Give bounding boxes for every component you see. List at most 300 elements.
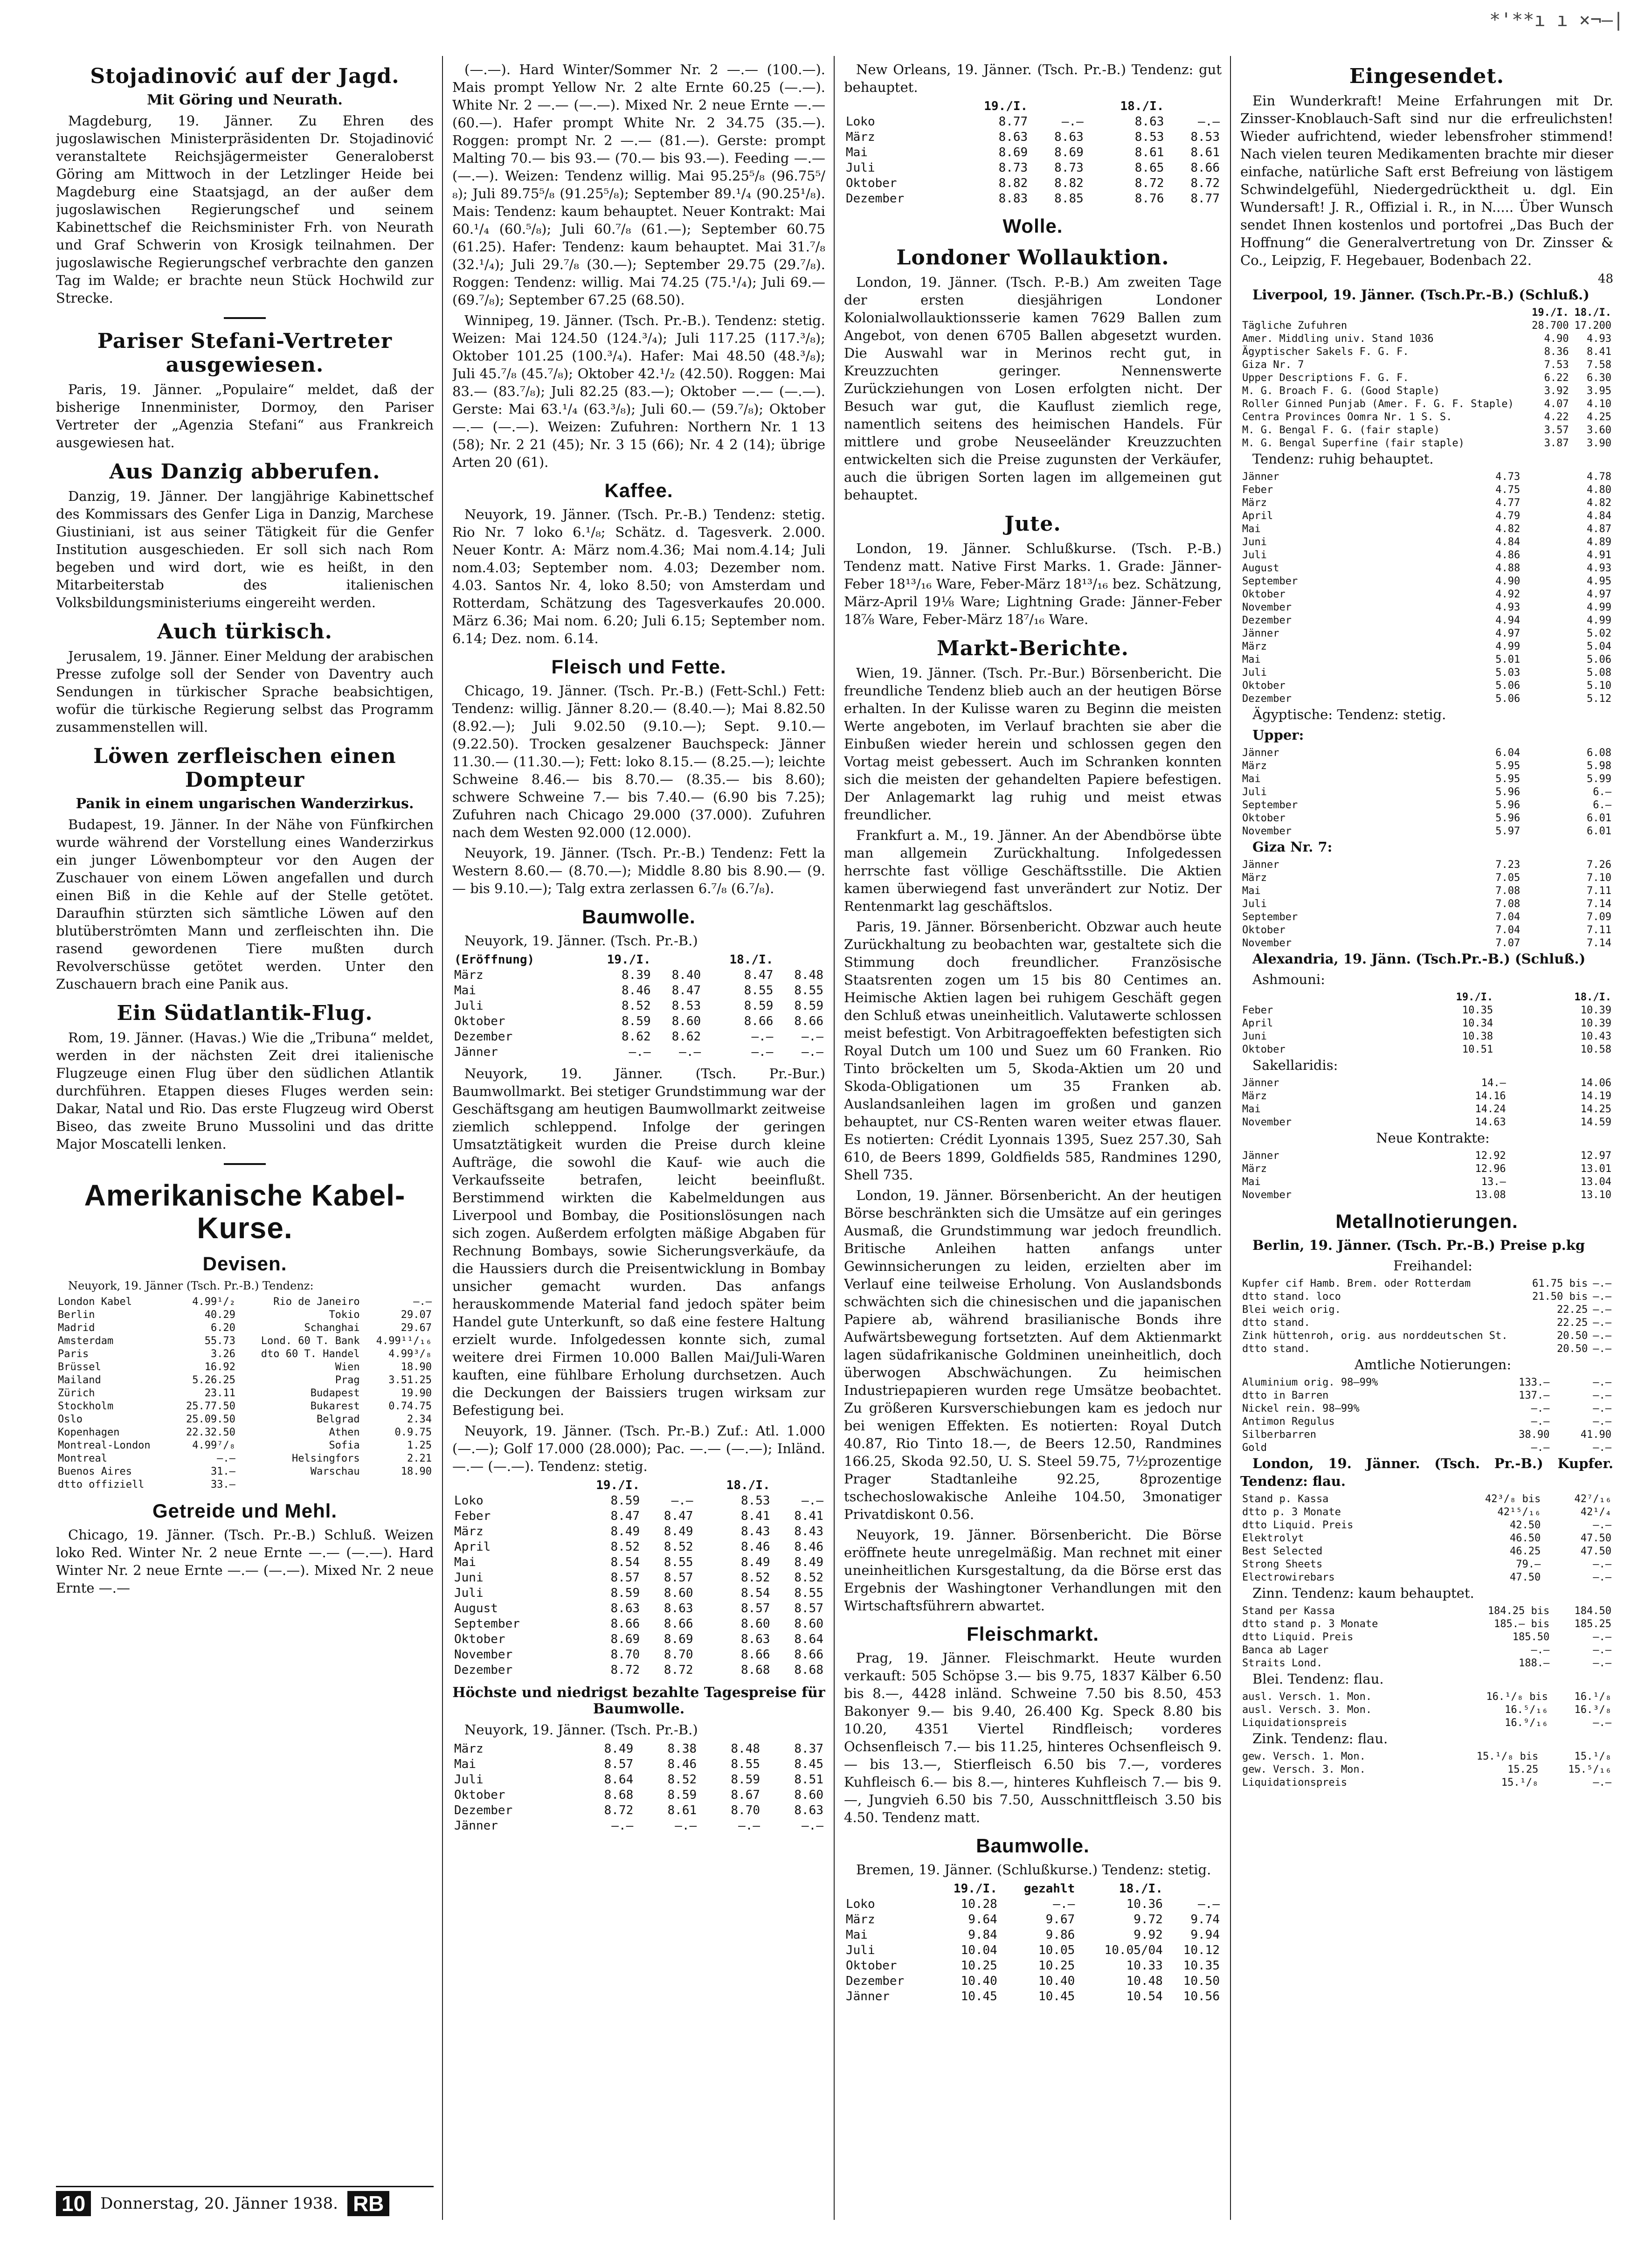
table-cell: 8.70 [610, 1648, 640, 1662]
table-cell: 4.79 [1495, 510, 1521, 522]
table-cell: Prag [335, 1374, 360, 1386]
metal-table [1240, 1605, 1613, 1670]
column-3 [844, 56, 1222, 2220]
table-cell: dtto stand. [1242, 1317, 1310, 1329]
liverpool-table [1240, 859, 1613, 950]
table-cell: —.— [1531, 1442, 1550, 1454]
table-cell: 25.77.50 [186, 1400, 235, 1412]
table-cell: 5.04 [1587, 641, 1611, 652]
table-cell: 5.03 [1495, 667, 1521, 679]
table-cell: 12.92 [1475, 1150, 1506, 1162]
table-cell: —.— [1593, 1717, 1611, 1729]
table-cell: 16.⁵/₁₆ [1505, 1704, 1548, 1716]
table-row [56, 1387, 434, 1400]
table-cell: Mai [1242, 654, 1261, 666]
article-body: Rom, 19. Jänner. (Havas.) Wie die „Tribuna“ meldet, werden in der nächsten Zeit drei italienische Flugzeuge einen Flug über den südlichen Atlantik durchführen. Etappen dieses Fluges werden sein: Dakar, Natal und Rio. Das erste Flugzeug wird Oberst Biseo, das zweite Bruno Mussolini und das dritte Major Moscatelli lenken. [56, 1030, 434, 1152]
table-row [1240, 1750, 1613, 1763]
table-row [844, 1958, 1222, 1974]
table-cell: —.— [1593, 1559, 1611, 1570]
table-cell: —.— [1593, 1377, 1611, 1388]
table-cell: April [1242, 1018, 1273, 1029]
table-cell [1240, 306, 1528, 319]
table-cell: Roller Ginned Punjab (Amer. F. G. F. Staple) [1242, 398, 1514, 410]
table-cell: 9.86 [1045, 1928, 1075, 1942]
table-cell: 10.43 [1580, 1031, 1611, 1042]
table-cell: 10.40 [961, 1974, 997, 1988]
table-cell: 10.25 [961, 1959, 997, 1973]
table-row [1240, 346, 1613, 359]
table-cell: —.— [1593, 1572, 1611, 1583]
table-row [1240, 1691, 1613, 1704]
table-cell: 4.25 [1587, 411, 1611, 423]
table-row [1240, 1103, 1613, 1116]
table-cell: März [1242, 1090, 1267, 1102]
table-cell: November [1242, 1189, 1292, 1201]
table-cell: Loko [846, 1897, 875, 1911]
table-cell: 8.72 [664, 1663, 693, 1677]
table-cell: Mai [846, 1928, 868, 1942]
table-cell: 8.59 [731, 1773, 760, 1787]
table-cell: 4.77 [1495, 497, 1521, 509]
table-cell: 8.68 [604, 1788, 634, 1802]
table-row [1240, 1763, 1613, 1776]
table-row [1240, 653, 1613, 666]
table-cell: 4.94 [1495, 615, 1521, 626]
table-row [56, 1348, 434, 1361]
table-cell: 8.59 [794, 999, 823, 1013]
table-cell: 4.07 [1544, 398, 1569, 410]
alexandria-table [1240, 1150, 1613, 1202]
table-cell: November [454, 1648, 513, 1662]
table-row [1240, 1428, 1613, 1442]
table-cell: 4.93 [1495, 602, 1521, 613]
table-cell: dtto Liquid. Preis [1242, 1631, 1354, 1643]
table-cell: Ägyptischer Sakels F. G. F. [1242, 346, 1409, 358]
table-cell: 8.72 [1134, 176, 1164, 190]
table-cell: 9.67 [1045, 1913, 1075, 1927]
table-cell: 7.04 [1495, 924, 1521, 936]
table-cell: 4.90 [1544, 333, 1569, 345]
table-row [1240, 1189, 1613, 1202]
table-cell: 42⁷/₁₆ [1574, 1493, 1611, 1505]
table-cell: 9.92 [1134, 1928, 1163, 1942]
table-cell: Loko [454, 1494, 484, 1508]
table-cell: 10.45 [961, 1990, 997, 2003]
table-cell: 22.25 [1556, 1304, 1588, 1316]
liverpool-table [1240, 471, 1613, 706]
table-cell: Stockholm [58, 1400, 114, 1412]
table-cell: 4.78 [1587, 471, 1611, 483]
table-cell: 4.99¹/₂ [192, 1296, 235, 1308]
table-cell: 13.04 [1580, 1176, 1611, 1188]
table-cell: 3.87 [1544, 437, 1569, 449]
table-cell: 20.50 [1556, 1343, 1588, 1355]
table-cell: 5.99 [1587, 773, 1611, 785]
table-cell: 10.48 [1126, 1974, 1163, 1988]
table-cell: Oktober [846, 176, 897, 190]
table-cell: 10.35 [1462, 1005, 1493, 1016]
page-number: 10 [56, 2191, 91, 2216]
table-header-row [844, 99, 1222, 114]
section-intro: Freihandel: [1393, 1258, 1472, 1274]
table-cell: 4.93 [1587, 333, 1611, 345]
table-cell: 4.84 [1587, 510, 1611, 522]
table-cell: 8.57 [664, 1571, 693, 1585]
table-cell: 12.97 [1580, 1150, 1611, 1162]
table-cell: 29.07 [401, 1309, 432, 1321]
table-cell: —.— [802, 1494, 823, 1508]
table-cell: 47.50 [1509, 1572, 1541, 1583]
table-cell: November [1242, 602, 1292, 613]
table-cell: 14.24 [1475, 1103, 1506, 1115]
table-cell: Antimon Regulus [1242, 1416, 1335, 1428]
table-cell: 8.36 [1544, 346, 1569, 358]
section-intro: Amtliche Notierungen: [1354, 1357, 1512, 1373]
table-cell: 16.³/₈ [1574, 1704, 1611, 1716]
table-cell: 42¹/₄ [1580, 1506, 1611, 1518]
table-cell: 46.25 [1509, 1546, 1541, 1557]
table-cell: Mai [1242, 773, 1261, 785]
table-row [1240, 812, 1613, 825]
table-row [844, 145, 1222, 160]
table-row [844, 1943, 1222, 1958]
column-4 [1240, 56, 1613, 2220]
section-title: Metallnotierungen. [1335, 1210, 1518, 1232]
table-row [1240, 536, 1613, 549]
table-row [452, 1741, 825, 1757]
table-cell: 8.62 [671, 1030, 701, 1044]
table-cell: Banca ab Lager [1242, 1644, 1329, 1656]
liverpool-table [1240, 747, 1613, 838]
table-row [1240, 666, 1613, 679]
cotton-table [452, 1478, 825, 1678]
table-cell [237, 1478, 362, 1491]
table-row [1240, 1506, 1613, 1519]
table-cell: 15.¹/₈ [1574, 1751, 1611, 1762]
table-cell: 18.90 [401, 1361, 432, 1373]
table-cell: Juni [454, 1571, 484, 1585]
table-cell: 8.43 [794, 1525, 823, 1539]
table-cell: 8.46 [622, 984, 651, 998]
table-header-row [452, 952, 825, 968]
table-cell: April [454, 1540, 491, 1554]
table-cell: 8.67 [731, 1788, 760, 1802]
table-cell: 8.63 [998, 130, 1028, 144]
table-cell: 8.73 [1054, 161, 1084, 175]
table-cell: März [846, 130, 875, 144]
table-cell: 6.— [1593, 786, 1611, 798]
table-cell: 8.59 [610, 1586, 640, 1600]
table-cell: 10.25 [1038, 1959, 1075, 1973]
section-intro: Ashmouni: [1252, 971, 1325, 987]
column-rule [442, 56, 443, 2220]
table-cell: November [1242, 937, 1292, 949]
table-row [844, 160, 1222, 176]
table-cell: 18./I. [1119, 1882, 1163, 1896]
table-cell: Oktober [1242, 812, 1286, 824]
table-row [56, 1361, 434, 1374]
article-title: Aus Danzig abberufen. [109, 460, 380, 484]
table-cell: 10.28 [961, 1897, 997, 1911]
table-cell: —.— [1053, 1897, 1075, 1911]
table-cell: 5.10 [1587, 680, 1611, 692]
table-cell: 31.— [210, 1466, 235, 1477]
table-cell: 10.54 [1126, 1990, 1163, 2003]
table-cell: 40.29 [204, 1309, 235, 1321]
section-intro: Neuyork, 19. Jänner. (Tsch. Pr.-B.) [464, 1722, 698, 1738]
table-cell: 19./I. [1456, 991, 1493, 1003]
table-cell: 4.84 [1495, 536, 1521, 548]
article-body: Neuyork, 19. Jänner. Börsenbericht. Die Börse eröffnete heute unregelmäßig. Man rechnet mit einer uneinheitlichen Kursgestaltung, da die Börse erst das Ergebnis der Washingtoner Verhandlungen mit den Wirtschaftsführern abwartet. [844, 1527, 1222, 1614]
table-cell: 185.50 [1512, 1631, 1550, 1643]
table-row [1240, 1116, 1613, 1129]
section-title: Getreide und Mehl. [152, 1500, 338, 1522]
section-title: Baumwolle. [976, 1835, 1090, 1857]
table-cell: Mailand [58, 1374, 101, 1386]
article-title: Löwen zerfleischen einen Dompteur [93, 744, 396, 792]
table-cell: 8.52 [664, 1540, 693, 1554]
table-row [844, 1974, 1222, 1989]
table-cell: 8.60 [794, 1788, 823, 1802]
table-cell: 7.11 [1587, 924, 1611, 936]
table-cell: Dezember [1242, 615, 1292, 626]
table-cell: Montreal-London [58, 1440, 151, 1451]
section-title: Fleischmarkt. [967, 1623, 1099, 1645]
table-cell: Mai [846, 146, 868, 159]
table-cell [362, 1478, 434, 1491]
table-cell: 8.55 [794, 1586, 823, 1600]
table-cell: Juli [846, 161, 875, 175]
table-cell: —.— [1593, 1343, 1611, 1355]
table-cell: 22.32.50 [186, 1427, 235, 1438]
table-cell: 8.61 [1190, 146, 1220, 159]
table-row [1240, 1402, 1613, 1415]
table-row [1240, 588, 1613, 601]
table-cell: 42³/₈ bis [1485, 1493, 1541, 1505]
table-cell: 4.75 [1495, 484, 1521, 496]
table-cell: 8.37 [794, 1742, 823, 1756]
table-cell: 8.48 [731, 1742, 760, 1756]
table-cell: —.— [802, 1030, 823, 1044]
table-cell [642, 1478, 695, 1493]
table-row [452, 1616, 825, 1632]
table-cell: 10.58 [1580, 1044, 1611, 1055]
table-cell: Feber [1242, 1005, 1273, 1016]
table-cell: 15.25 [1507, 1764, 1539, 1775]
table-cell: 8.57 [740, 1601, 770, 1615]
article-body: London, 19. Jänner. (Tsch. P.-B.) Am zweiten Tage der ersten diesjährigen Londoner Kolonialwollauktionsserie kamen 7629 Ballen zum Angebot, von denen 6705 Ballen abgesetzt wurden. Die Auswahl war in Merinos recht gut, in Kreuzzuchten geringer. Nennenswerte Zurückziehungen von Losen erfolgten nicht. Der Besuch war gut, die Kauflust ziemlich rege, namentlich seitens des heimischen Handels. Für mittlere und grobe Neuseeländer Kreuzzuchten entwickelten sich die Preise zugunsten der Verkäufer, auch die übrigen Sorten lagen im allgemeinen gut behauptet. [844, 274, 1222, 503]
table-cell: 6.22 [1544, 372, 1569, 384]
section-intro: Tendenz: ruhig behauptet. [1252, 451, 1434, 467]
table-cell: ausl. Versch. 1. Mon. [1242, 1691, 1372, 1703]
table-cell: —.— [1531, 1403, 1550, 1414]
table-cell: Liquidationspreis [1242, 1717, 1348, 1729]
table-row [452, 1632, 825, 1647]
table-cell: 47.50 [1580, 1532, 1611, 1544]
table-cell: 3.90 [1587, 437, 1611, 449]
table-cell: 8.66 [740, 1648, 770, 1662]
table-cell: 9.94 [1190, 1928, 1220, 1942]
section-intro: Zink. Tendenz: flau. [1252, 1731, 1388, 1747]
table-cell: —.— [1198, 115, 1220, 129]
table-cell: Mai [1242, 1176, 1261, 1188]
table-row [1240, 1519, 1613, 1532]
table-cell: 8.53 [671, 999, 701, 1013]
table-cell: 0.9.75 [394, 1427, 432, 1438]
table-cell: 8.47 [610, 1509, 640, 1523]
table-cell: 3.60 [1587, 424, 1611, 436]
table-cell: 8.65 [1134, 161, 1164, 175]
article-body: Chicago, 19. Jänner. (Tsch. Pr.-B.) (Fett-Schl.) Fett: Tendenz: willig. Jänner 8.20.— (8.40.—); Mai 8.82.50 (8.92.—); Juli 9.02.50 (9.10.—); Sept. 9.10.— (9.22.50). Trocken gesalzener Bauchspeck: Jänner 11.30.— (11.30.—); Fett: loko 8.15.— (8.25.—); leichte Schweine 8.46.— bis 8.70.— (8.35.— bis 8.60); schwere Schweine 7.— bis 7.40.— (6.90 bis 7.25); Zufuhren nach Chicago 29.000 (37.000). Zufuhren nach dem Westen 92.000 (12.000). [452, 683, 825, 840]
table-cell: 14.25 [1580, 1103, 1611, 1115]
section-title: Fleisch und Fette. [551, 656, 726, 678]
table-cell: 4.92 [1495, 589, 1521, 600]
table-cell: Dezember [846, 1974, 905, 1988]
table-row [1240, 937, 1613, 950]
table-cell: September [1242, 799, 1298, 811]
table-cell: 4.95 [1587, 575, 1611, 587]
table-cell: 8.61 [667, 1803, 697, 1817]
table-cell: 8.70 [731, 1803, 760, 1817]
table-cell: 7.09 [1587, 911, 1611, 923]
table-cell: Berlin [58, 1309, 95, 1321]
table-cell: 8.63 [794, 1803, 823, 1817]
table-cell: 4.82 [1587, 497, 1611, 509]
table-cell: Mai [454, 1757, 476, 1771]
table-row [452, 1772, 825, 1788]
table-cell: 8.49 [740, 1555, 770, 1569]
article-body: Frankfurt a. M., 19. Jänner. An der Abendbörse übte man allgemein Zurückhaltung. Infolgedessen herrschte fast völlige Geschäftsstille. Die Aktien kamen überwiegend fast unverändert zur Notiz. Der Rentenmarkt lag geschäftslos. [844, 827, 1222, 914]
table-cell: 9.64 [968, 1913, 997, 1927]
table-row [452, 1647, 825, 1663]
table-cell: 8.82 [1054, 176, 1084, 190]
table-cell: 5.97 [1495, 825, 1521, 837]
table-cell: Loko [846, 115, 875, 129]
table-cell: 16.92 [204, 1361, 235, 1373]
article-body: Prag, 19. Jänner. Fleischmarkt. Heute wurden verkauft: 505 Schöpse 3.— bis 9.75, 1837 Kälber 6.50 bis 8.—, 4428 inländ. Schweine 7.50 bis 8.50, 453 Bakonyer 9.— bis 9.40, 26.400 Kg. Speck 8.80 bis 10.20, 4351 Viertel Rindfleisch; vorderes Ochsenfleisch 7.— bis 11.25, hinteres Ochsenfleisch 9.— bis 13.—, Stierfleisch 6.50 bis 7.—, vorderes Kuhfleisch 6.— bis 8.—, hinteres Kuhfleisch 7.— bis 9.—, Jungvieh 6.50 bis 7.50, Ausschnittfleisch 3.50 bis 4.50. Tendenz matt. [844, 1650, 1222, 1825]
table-cell: 8.46 [740, 1540, 770, 1554]
table-cell: 16.¹/₈ [1574, 1691, 1611, 1703]
table-cell: Schanghai [304, 1322, 360, 1334]
table-cell: 8.61 [1134, 146, 1164, 159]
table-row [1240, 601, 1613, 614]
article-body: Neuyork, 19. Jänner. (Tsch. Pr.-Bur.) Baumwollmarkt. Bei stetiger Grundstimmung war der Geschäftsgang am heutigen Baumwollmarkt zeitweise ziemlich schleppend. Infolge der geringen Umsatztätigkeit wurden die Preise durch kleine Aufträge, die sowohl die Kauf- wie auch die Verkaufsseite betrafen, leicht beeinflußt. Berstimmend wirkten die Kabelmeldungen aus Liverpool und Bombay, die Positionslösungen nach sich zogen. Außerdem erfolgten mäßige Abgaben für Rechnung Bombays, sowie Sicherungsverkäufe, da die Haussiers durch die Preisentwicklung in Bombay unsicher gemacht wurden. Das anfangs herauskommende Material fand jedoch später beim Handel gute Unterkunft, so daß eine festere Haltung erzielt wurde. Infolgedessen konnte sich, zumal weitere drei Firmen 10.000 Ballen Mai/Juli-Waren kauften, eine fühlbare Erholung durchsetzen. Auch die Deckungen der Baissiers trugen wirksam zur Befestigung bei. [452, 1066, 825, 1418]
table-cell: 5.01 [1495, 654, 1521, 666]
table-cell: Wien [335, 1361, 360, 1373]
table-cell: 8.77 [1190, 192, 1220, 206]
column-rule [1230, 56, 1231, 2220]
article-title: Markt-Berichte. [937, 637, 1129, 660]
table-cell: 185.— bis [1494, 1618, 1550, 1630]
table-cell: 8.59 [622, 1014, 651, 1028]
table-cell: 20.50 [1556, 1330, 1588, 1342]
table-cell: 8.59 [667, 1788, 697, 1802]
article-title: Jute. [1004, 512, 1061, 536]
table-cell: 2.21 [407, 1453, 432, 1464]
table-cell: April [1242, 510, 1273, 522]
table-cell: Elektrolyt [1242, 1532, 1304, 1544]
table-cell: dto 60 T. Handel [261, 1348, 360, 1360]
table-cell: 1.25 [407, 1440, 432, 1451]
table-cell: 8.53 [1190, 130, 1220, 144]
table-header-row [452, 1478, 825, 1493]
table-cell: Juli [454, 1773, 484, 1787]
table-cell: —.— [679, 1045, 701, 1059]
table-cell: 10.51 [1462, 1044, 1493, 1055]
table-cell: 133.— [1519, 1377, 1550, 1388]
table-cell: März [454, 1525, 484, 1539]
metal-table [1240, 1376, 1613, 1455]
table-cell: 19./I. [984, 99, 1028, 113]
table-cell: Oktober [1242, 1044, 1286, 1055]
table-cell: Kopenhagen [58, 1427, 120, 1438]
table-cell: Amer. Middling univ. Stand 1036 [1242, 333, 1434, 345]
table-cell: 184.50 [1574, 1605, 1611, 1617]
publisher-logo: RB [347, 2191, 389, 2216]
table-row [1240, 1163, 1613, 1176]
metal-table [1240, 1691, 1613, 1730]
table-row [1240, 497, 1613, 510]
article-title: Pariser Stefani-Vertreter ausgewiesen. [97, 329, 393, 377]
table-cell: 8.52 [622, 999, 651, 1013]
metal-table [1240, 1750, 1613, 1789]
table-cell: 5.08 [1587, 667, 1611, 679]
table-cell: Juni [1242, 1031, 1267, 1042]
table-cell: 3.92 [1544, 385, 1569, 397]
table-cell: —.— [1593, 1317, 1611, 1329]
table-row [1240, 859, 1613, 872]
table-row [1240, 1376, 1613, 1389]
table-cell: —.— [802, 1045, 823, 1059]
liverpool-table [1240, 306, 1613, 450]
table-cell [844, 99, 949, 114]
table-cell: 14.06 [1580, 1077, 1611, 1089]
table-cell: 8.54 [610, 1555, 640, 1569]
table-cell: Giza Nr. 7 [1242, 359, 1304, 371]
table-cell: —.— [1531, 1644, 1550, 1656]
table-cell: 8.55 [794, 984, 823, 998]
table-cell: 33.— [210, 1479, 235, 1490]
table-row [56, 1374, 434, 1387]
table-cell: 4.93 [1587, 562, 1611, 574]
table-row [1240, 385, 1613, 398]
section-intro: Blei. Tendenz: flau. [1252, 1671, 1384, 1687]
table-cell [772, 1478, 825, 1493]
table-cell: dtto stand. [1242, 1343, 1310, 1355]
table-cell: Oktober [454, 1014, 505, 1028]
table-cell: —.— [1593, 1416, 1611, 1428]
table-cell: 21.50 bis [1532, 1291, 1588, 1303]
table-cell: 8.66 [610, 1617, 640, 1631]
article-subtitle: Mit Göring und Neurath. [147, 92, 343, 108]
section-intro: Sakellaridis: [1252, 1057, 1338, 1073]
table-row [1240, 1631, 1613, 1644]
table-row [1240, 1415, 1613, 1428]
table-cell: 16.⁹/₁₆ [1505, 1717, 1548, 1729]
table-cell: Oktober [846, 1959, 897, 1973]
table-cell: 8.60 [794, 1617, 823, 1631]
article-body: Neuyork, 19. Jänner. (Tsch. Pr.-B.) Tendenz: stetig. Rio Nr. 7 loko 6.¹/₈; Schätz. d. Tagesverk. 2.000. Neuer Kontr. A: März nom.4.36; Mai nom.4.14; Juli nom.4.03; September nom. 4.03; Dezember nom. 4.03. Santos Nr. 4, loko 8.50; von Amsterdam und Rotterdam, Schätzung des Tagesverkaufes 20.000. März 6.36; Mai nom. 6.20; Juli 6.15; September nom. 6.14; Dez. nom. 6.14. [452, 506, 825, 646]
table-cell: 8.66 [794, 1014, 823, 1028]
table-cell: 10.34 [1462, 1018, 1493, 1029]
table-cell: 18./I. [1120, 99, 1164, 113]
table-cell: M. G. Bengal F. G. (fair staple) [1242, 424, 1440, 436]
table-cell: Tägliche Zufuhren [1242, 320, 1348, 332]
table-row [1240, 424, 1613, 437]
section-intro: Upper: [1252, 727, 1304, 743]
section-intro: Neuyork, 19. Jänner. (Tsch. Pr.-B.) [464, 933, 698, 949]
table-cell: 8.46 [667, 1757, 697, 1771]
